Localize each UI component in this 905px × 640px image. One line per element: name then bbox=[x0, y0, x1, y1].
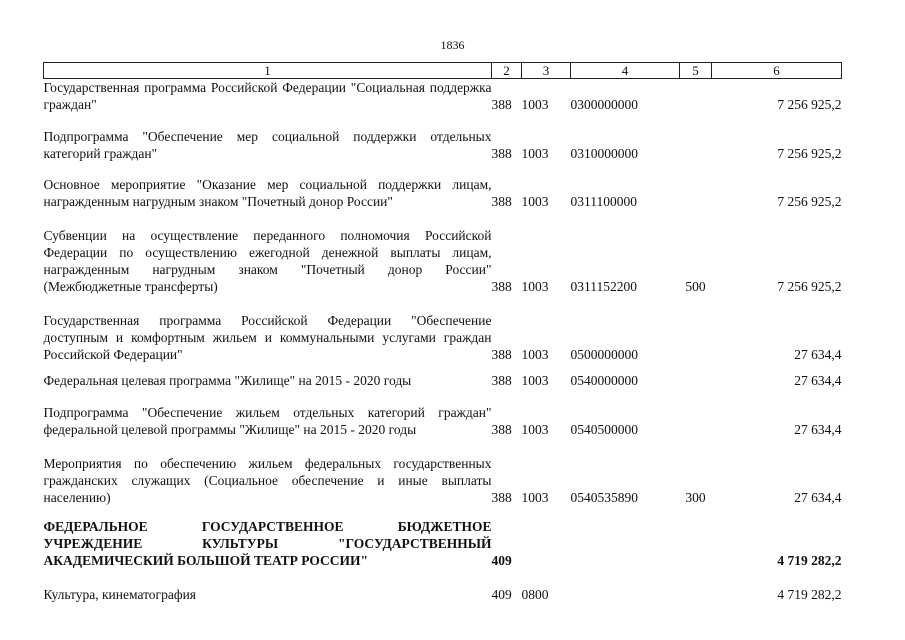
row-amount: 4 719 282,2 bbox=[777, 553, 842, 568]
row-ministry-code: 409 bbox=[491, 553, 512, 568]
column-header-5: 5 bbox=[680, 63, 712, 79]
row-section-code: 0800 bbox=[521, 587, 549, 602]
row-spacer bbox=[44, 113, 842, 128]
row-amount: 7 256 925,2 bbox=[777, 146, 842, 161]
table-row bbox=[44, 586, 842, 603]
row-spacer bbox=[44, 162, 842, 176]
row-expense-type-code: 500 bbox=[685, 279, 706, 294]
row-description bbox=[44, 455, 492, 506]
row-amount: 4 719 282,2 bbox=[777, 587, 842, 602]
row-amount: 7 256 925,2 bbox=[777, 194, 842, 209]
table-row bbox=[44, 518, 842, 569]
row-spacer-cell bbox=[44, 363, 842, 372]
row-section-code: 1003 bbox=[521, 373, 549, 388]
row-ministry-code: 388 bbox=[491, 347, 512, 362]
row-section-code bbox=[522, 518, 571, 569]
row-spacer bbox=[44, 363, 842, 372]
row-section-code: 1003 bbox=[521, 146, 549, 161]
row-amount: 7 256 925,2 bbox=[777, 279, 842, 294]
row-description-text: ФЕДЕРАЛЬНОЕ ГОСУДАРСТВЕННОЕ БЮДЖЕТНОЕ УЧРЕЖДЕНИЕ КУЛЬТУРЫ "ГОСУДАРСТВЕННЫЙ АКАДЕМИЧЕСКИЙ БОЛЬШОЙ ТЕАТР РОССИИ" bbox=[43, 519, 492, 568]
row-expense-type-code bbox=[680, 586, 712, 603]
row-spacer-cell bbox=[44, 389, 842, 404]
row-target-article-code: 0540500000 bbox=[570, 422, 638, 437]
row-expense-type-code bbox=[680, 518, 712, 569]
column-header-4: 4 bbox=[571, 63, 680, 79]
table-row bbox=[44, 404, 842, 438]
row-description bbox=[44, 128, 492, 162]
row-target-article-code: 0300000000 bbox=[570, 97, 638, 112]
row-amount: 27 634,4 bbox=[794, 422, 842, 437]
row-amount: 27 634,4 bbox=[794, 490, 842, 505]
row-description-text: Подпрограмма "Обеспечение жильем отдельных категорий граждан" федеральной целевой программы "Жилище" на 2015 - 2020 годы bbox=[43, 405, 492, 437]
row-spacer bbox=[44, 295, 842, 312]
table-row bbox=[44, 455, 842, 506]
table-row bbox=[44, 312, 842, 363]
row-description-text: Государственная программа Российской Федерации "Социальная поддержка граждан" bbox=[43, 80, 492, 112]
row-expense-type-code bbox=[680, 79, 712, 114]
row-ministry-code: 409 bbox=[491, 587, 512, 602]
column-number-header-row bbox=[44, 63, 842, 79]
table-row bbox=[44, 372, 842, 389]
row-expense-type-code bbox=[680, 128, 712, 162]
row-description-text: Подпрограмма "Обеспечение мер социальной поддержки отдельных категорий граждан" bbox=[43, 129, 492, 161]
table-row bbox=[44, 79, 842, 114]
row-description bbox=[44, 372, 492, 389]
row-description-text: Субвенции на осуществление переданного полномочия Российской Федерации по осуществлению ежегодной денежной выплаты лицам, награжденным нагрудным знаком "Почетный донор России" (Межбюджетные трансферты) bbox=[43, 228, 492, 294]
row-target-article-code: 0540535890 bbox=[570, 490, 638, 505]
row-expense-type-code bbox=[680, 176, 712, 210]
row-target-article-code: 0311152200 bbox=[570, 279, 637, 294]
column-header-2: 2 bbox=[492, 63, 522, 79]
row-spacer bbox=[44, 389, 842, 404]
row-amount: 27 634,4 bbox=[794, 373, 842, 388]
row-spacer-cell bbox=[44, 506, 842, 518]
table-row bbox=[44, 227, 842, 295]
row-description bbox=[44, 518, 492, 569]
row-spacer-cell bbox=[44, 569, 842, 586]
row-description bbox=[44, 176, 492, 210]
page-number: 1836 bbox=[440, 38, 465, 52]
row-ministry-code: 388 bbox=[491, 194, 512, 209]
row-section-code: 1003 bbox=[521, 347, 549, 362]
budget-table bbox=[43, 62, 842, 603]
row-spacer-cell bbox=[44, 295, 842, 312]
row-description-text: Культура, кинематография bbox=[43, 587, 197, 602]
row-ministry-code: 388 bbox=[491, 490, 512, 505]
row-expense-type-code bbox=[680, 372, 712, 389]
row-amount: 27 634,4 bbox=[794, 347, 842, 362]
row-description-text: Мероприятия по обеспечению жильем федеральных государственных гражданских служащих (Социальное обеспечение и иные выплаты населению) bbox=[43, 456, 492, 505]
row-description bbox=[44, 79, 492, 114]
row-description bbox=[44, 227, 492, 295]
row-section-code: 1003 bbox=[521, 422, 549, 437]
row-section-code: 1003 bbox=[521, 490, 549, 505]
row-target-article-code bbox=[571, 518, 680, 569]
row-spacer-cell bbox=[44, 210, 842, 227]
row-target-article-code: 0310000000 bbox=[570, 146, 638, 161]
column-header-6: 6 bbox=[712, 63, 842, 79]
row-description-text: Федеральная целевая программа "Жилище" на 2015 - 2020 годы bbox=[43, 373, 412, 388]
row-target-article-code: 0500000000 bbox=[570, 347, 638, 362]
row-description-text: Государственная программа Российской Федерации "Обеспечение доступным и комфортным жильем и коммунальными услугами граждан Российской Федерации" bbox=[43, 313, 492, 362]
row-spacer-cell bbox=[44, 438, 842, 455]
row-description bbox=[44, 312, 492, 363]
row-spacer bbox=[44, 569, 842, 586]
row-spacer-cell bbox=[44, 162, 842, 176]
row-target-article-code bbox=[571, 586, 680, 603]
table-row bbox=[44, 176, 842, 210]
row-expense-type-code bbox=[680, 404, 712, 438]
row-section-code: 1003 bbox=[521, 279, 549, 294]
row-target-article-code: 0311100000 bbox=[570, 194, 637, 209]
row-spacer bbox=[44, 210, 842, 227]
row-ministry-code: 388 bbox=[491, 373, 512, 388]
row-description bbox=[44, 404, 492, 438]
row-ministry-code: 388 bbox=[491, 279, 512, 294]
row-expense-type-code: 300 bbox=[685, 490, 706, 505]
row-target-article-code: 0540000000 bbox=[570, 373, 638, 388]
row-section-code: 1003 bbox=[521, 97, 549, 112]
row-ministry-code: 388 bbox=[491, 97, 512, 112]
table-row bbox=[44, 128, 842, 162]
row-expense-type-code bbox=[680, 312, 712, 363]
row-amount: 7 256 925,2 bbox=[777, 97, 842, 112]
row-spacer-cell bbox=[44, 113, 842, 128]
row-spacer bbox=[44, 438, 842, 455]
row-description-text: Основное мероприятие "Оказание мер социальной поддержки лицам, награжденным нагрудным знаком "Почетный донор России" bbox=[43, 177, 492, 209]
row-description bbox=[44, 586, 492, 603]
column-header-1: 1 bbox=[44, 63, 492, 79]
row-ministry-code: 388 bbox=[491, 422, 512, 437]
column-header-3: 3 bbox=[522, 63, 571, 79]
row-spacer bbox=[44, 506, 842, 518]
row-ministry-code: 388 bbox=[491, 146, 512, 161]
row-section-code: 1003 bbox=[521, 194, 549, 209]
